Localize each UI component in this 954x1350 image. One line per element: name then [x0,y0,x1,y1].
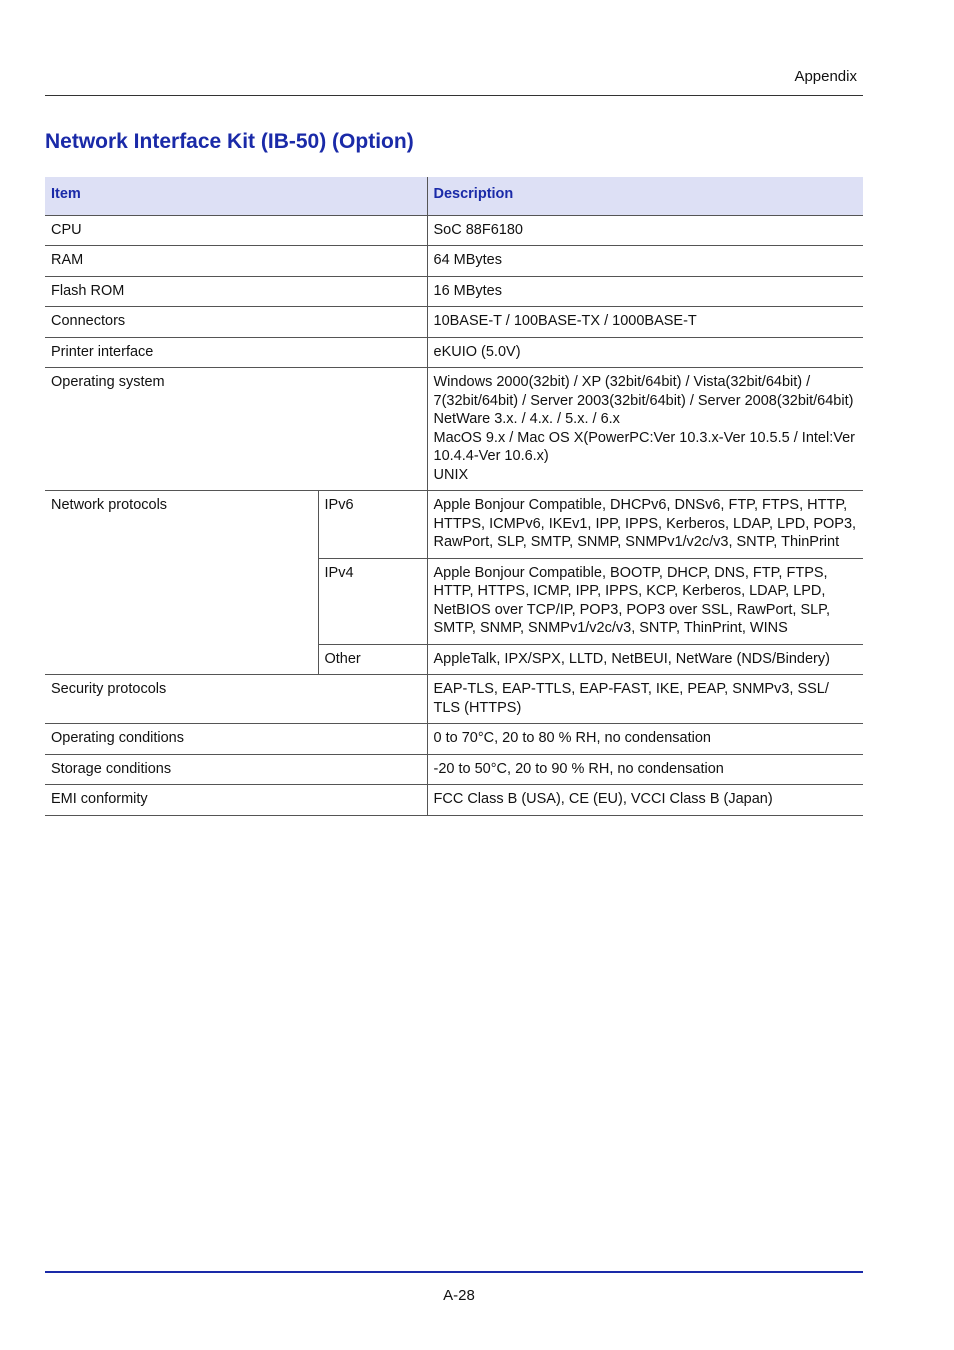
row-description [427,307,863,338]
table-row [45,215,863,246]
row-description [427,337,863,368]
description-line: UNIX [433,466,469,483]
table-row [45,276,863,307]
footer-rule [45,1271,863,1273]
description-line: Windows 2000(32bit) / XP (32bit/64bit) / Vista(32bit/64bit) / 7(32bit/64bit) / Server 2003(32bit/64bit) / Server 2008(32bit/64bit) [433,374,854,409]
table-row [45,754,863,785]
row-item: Operating conditions [45,724,427,755]
page-number: A-28 [443,1287,475,1304]
row-subitem: IPv6 [318,491,427,559]
description-line: 64 MBytes [433,252,502,268]
row-description: EAP-TLS, EAP-TTLS, EAP-FAST, IKE, PEAP, SNMPv3, SSL/ TLS (HTTPS) [427,675,863,724]
row-item: RAM [45,246,427,277]
row-item: Security protocols [45,675,427,724]
row-item: EMI conformity [45,785,427,816]
table-header-row [45,177,863,215]
table-row [45,337,863,368]
row-item: Network protocols [45,491,318,675]
row-description [427,368,863,491]
row-description: -20 to 50°C, 20 to 90 % RH, no condensation [427,754,863,785]
row-item: Storage conditions [45,754,427,785]
table-row [45,307,863,338]
row-description: Apple Bonjour Compatible, BOOTP, DHCP, DNS, FTP, FTPS, HTTP, HTTPS, ICMP, IPP, IPPS, KCP, Kerberos, LDAP, LPD, NetBIOS over TCP/IP, POP3, POP3 over SSL, RawPort, SLP, SMTP, SNMP, SNMPv1/v2c/v3, SNTP, ThinPrint, WINS [427,558,863,644]
row-description: Apple Bonjour Compatible, DHCPv6, DNSv6, FTP, FTPS, HTTP, HTTPS, ICMPv6, IKEv1, IPP, IPPS, Kerberos, LDAP, LPD, POP3, RawPort, SLP, SMTP, SNMP, SNMPv1/v2c/v3, SNTP, ThinPrint [427,491,863,559]
header-section-label: Appendix [794,68,857,85]
header-rule [45,95,863,96]
row-item: CPU [45,215,427,246]
description-line: SoC 88F6180 [433,221,523,238]
row-subitem: IPv4 [318,558,427,644]
row-description: AppleTalk, IPX/SPX, LLTD, NetBEUI, NetWare (NDS/Bindery) [427,644,863,675]
page-title: Network Interface Kit (IB-50) (Option) [45,130,414,153]
table-row [45,491,863,559]
row-item: Operating system [45,368,427,491]
row-description [427,246,863,277]
row-item: Connectors [45,307,427,338]
table-row [45,724,863,755]
table-row [45,675,863,724]
description-line: 16 MBytes [433,282,502,299]
description-line: eKUIO (5.0V) [433,343,521,360]
row-description [427,215,863,246]
row-item: Flash ROM [45,276,427,307]
spec-table [45,177,863,816]
table-row [45,246,863,277]
table-row [45,368,863,491]
row-description: 0 to 70°C, 20 to 80 % RH, no condensation [427,724,863,755]
header-description: Description [427,177,863,215]
description-line: 10BASE-T / 100BASE-TX / 1000BASE-T [433,313,697,329]
table-row [45,785,863,816]
description-line: MacOS 9.x / Mac OS X(PowerPC:Ver 10.3.x-Ver 10.5.5 / Intel:Ver 10.4.4-Ver 10.6.x) [433,429,855,464]
header-item: Item [45,177,427,215]
row-subitem: Other [318,644,427,675]
row-description: FCC Class B (USA), CE (EU), VCCI Class B (Japan) [427,785,863,816]
row-item: Printer interface [45,337,427,368]
row-description [427,276,863,307]
description-line: NetWare 3.x. / 4.x. / 5.x. / 6.x [433,411,620,427]
